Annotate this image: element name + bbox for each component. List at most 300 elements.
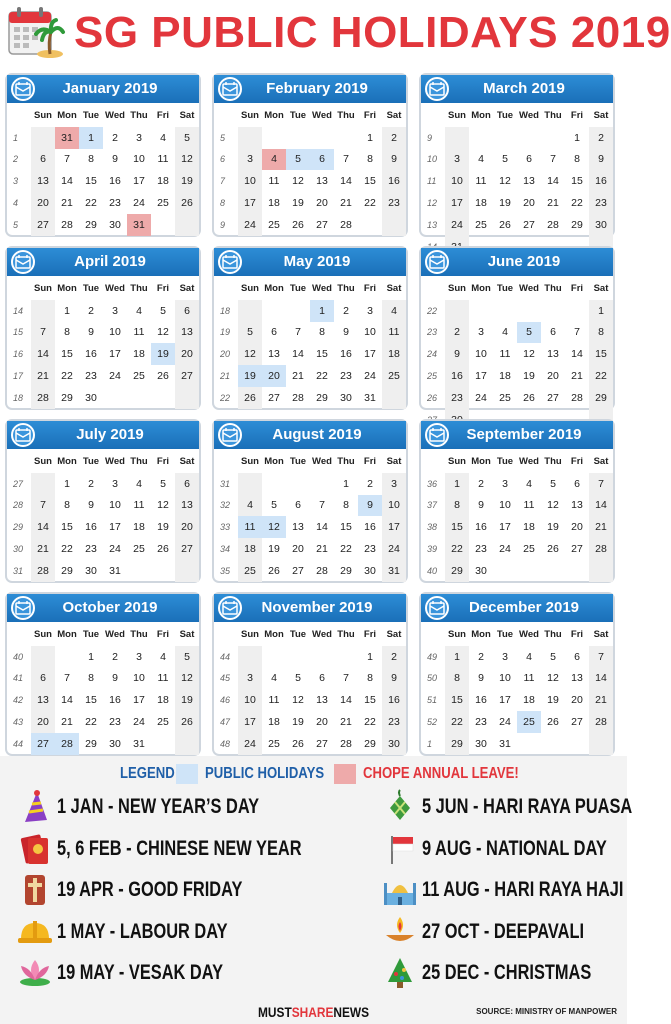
day-cell: 25	[268, 737, 280, 750]
day-cell: 29	[340, 564, 352, 577]
day-cell: 13	[571, 672, 583, 685]
day-cell: 6	[31, 149, 55, 171]
day-cell: 5	[502, 153, 508, 166]
day-name: Mon	[57, 456, 77, 468]
day-name: Thu	[544, 283, 562, 295]
day-cell: 4	[238, 495, 262, 517]
day-cell	[565, 560, 589, 582]
day-cell: 8	[445, 668, 469, 690]
day-cell: 31	[364, 391, 376, 404]
day-cell: 13	[175, 495, 199, 517]
day-cell	[334, 646, 358, 668]
day-name: Thu	[337, 456, 355, 468]
day-name: Sun	[241, 110, 259, 122]
day-cell: 14	[547, 175, 559, 188]
week-number: 51	[427, 695, 438, 706]
week-number: 1	[13, 132, 19, 143]
day-cell: 5	[550, 650, 556, 663]
day-name: Tue	[289, 456, 307, 468]
day-cell: 7	[64, 153, 70, 166]
day-cell: 22	[571, 197, 583, 210]
day-cell: 1	[367, 650, 373, 663]
day-cell: 26	[523, 391, 535, 404]
day-name: Wed	[312, 283, 332, 295]
day-cell: 16	[364, 521, 376, 534]
day-cell	[262, 646, 286, 668]
day-cell	[589, 560, 613, 582]
day-cell	[238, 646, 262, 668]
day-name: Mon	[57, 629, 77, 641]
day-cell: 28	[589, 711, 613, 733]
day-cell: 26	[238, 387, 262, 409]
day-cell	[493, 127, 517, 149]
day-cell: 10	[364, 326, 376, 339]
day-cell: 25	[382, 365, 406, 387]
day-name: Wed	[105, 456, 125, 468]
day-name: Tue	[82, 283, 100, 295]
day-cell	[31, 300, 55, 322]
public-holiday-cell: 5	[517, 322, 541, 344]
day-cell: 18	[523, 521, 535, 534]
week-header	[216, 451, 238, 473]
day-cell: 4	[502, 326, 508, 339]
day-cell: 17	[364, 348, 376, 361]
day-cell: 29	[364, 737, 376, 750]
week-number: 7	[220, 176, 226, 187]
day-cell: 4	[136, 477, 142, 490]
day-cell	[286, 127, 310, 149]
day-cell: 1	[589, 300, 613, 322]
month-card	[212, 592, 408, 756]
day-cell: 19	[175, 689, 199, 711]
week-number: 26	[427, 392, 438, 403]
day-cell: 28	[61, 218, 73, 231]
day-name: Sat	[179, 110, 195, 122]
day-cell: 29	[445, 733, 469, 755]
day-name: Wed	[519, 456, 539, 468]
day-name: Tue	[289, 629, 307, 641]
holiday-text: 11 AUG - HARI RAYA HAJI	[422, 878, 624, 902]
public-holiday-cell: 6	[310, 149, 334, 171]
day-cell: 15	[364, 175, 376, 188]
day-cell: 3	[502, 477, 508, 490]
day-cell: 18	[382, 343, 406, 365]
day-cell: 22	[445, 538, 469, 560]
day-cell: 14	[589, 495, 613, 517]
day-cell	[493, 300, 517, 322]
day-cell: 20	[571, 521, 583, 534]
day-cell: 21	[340, 716, 352, 729]
day-name: Sat	[386, 629, 402, 641]
day-cell: 24	[499, 543, 511, 556]
public-holiday-cell: 19	[238, 365, 262, 387]
day-name: Thu	[337, 110, 355, 122]
day-cell: 13	[547, 348, 559, 361]
day-name: Sat	[593, 629, 609, 641]
day-name: Sat	[179, 283, 195, 295]
day-cell: 10	[109, 499, 121, 512]
day-cell: 31	[382, 560, 406, 582]
day-cell: 24	[238, 733, 262, 755]
day-name: Sun	[34, 629, 52, 641]
day-cell: 11	[523, 672, 535, 685]
brand-part: SHARE	[291, 1004, 334, 1020]
week-number: 28	[13, 500, 24, 511]
week-number: 50	[427, 673, 438, 684]
day-cell: 24	[499, 716, 511, 729]
day-cell: 2	[478, 650, 484, 663]
week-header	[423, 278, 445, 300]
day-cell: 2	[367, 477, 373, 490]
day-cell: 27	[571, 716, 583, 729]
day-cell	[55, 646, 79, 668]
day-cell: 7	[64, 672, 70, 685]
week-number: 5	[13, 219, 19, 230]
day-cell: 13	[292, 521, 304, 534]
day-cell: 19	[547, 694, 559, 707]
day-cell: 28	[589, 538, 613, 560]
day-cell: 20	[175, 516, 199, 538]
day-cell: 13	[571, 499, 583, 512]
day-cell: 10	[133, 672, 145, 685]
month-header	[214, 594, 406, 622]
day-cell: 9	[88, 326, 94, 339]
day-cell: 4	[160, 131, 166, 144]
day-cell: 10	[133, 153, 145, 166]
day-cell: 9	[88, 499, 94, 512]
day-cell: 23	[109, 716, 121, 729]
day-cell	[541, 560, 565, 582]
calendar-palm-icon	[6, 4, 64, 60]
day-cell: 11	[133, 499, 145, 512]
day-cell: 3	[445, 149, 469, 171]
day-cell: 30	[589, 214, 613, 236]
day-name: Wed	[312, 110, 332, 122]
day-cell	[31, 473, 55, 495]
day-cell: 13	[316, 694, 328, 707]
day-name: Mon	[264, 283, 284, 295]
day-cell: 11	[523, 499, 535, 512]
day-cell	[286, 473, 310, 495]
day-cell: 12	[547, 672, 559, 685]
day-cell	[262, 300, 286, 322]
month-card	[419, 419, 615, 583]
day-cell: 31	[499, 737, 511, 750]
day-cell: 14	[292, 348, 304, 361]
day-name: Fri	[570, 456, 584, 468]
day-cell: 8	[574, 153, 580, 166]
week-number: 48	[220, 738, 231, 749]
holiday-text: 5, 6 FEB - CHINESE NEW YEAR	[57, 836, 302, 860]
day-cell: 21	[340, 197, 352, 210]
day-cell: 26	[175, 711, 199, 733]
month-header	[421, 75, 613, 103]
week-number: 15	[13, 327, 24, 338]
day-cell: 15	[61, 521, 73, 534]
month-card	[5, 246, 201, 410]
day-cell: 6	[271, 326, 277, 339]
public-holiday-cell: 25	[517, 711, 541, 733]
month-card	[212, 246, 408, 410]
week-number: 42	[13, 695, 24, 706]
month-header	[7, 594, 199, 622]
day-cell: 13	[31, 689, 55, 711]
day-cell: 19	[292, 197, 304, 210]
day-cell: 12	[292, 694, 304, 707]
day-cell	[517, 127, 541, 149]
day-cell: 2	[343, 304, 349, 317]
month-header	[421, 594, 613, 622]
day-cell: 21	[292, 370, 304, 383]
day-cell: 26	[292, 218, 304, 231]
day-cell: 13	[175, 322, 199, 344]
day-cell: 8	[64, 499, 70, 512]
day-cell	[541, 300, 565, 322]
day-cell: 17	[109, 521, 121, 534]
crucifix-icon	[17, 873, 53, 907]
week-header	[9, 278, 31, 300]
day-cell: 3	[112, 304, 118, 317]
day-cell: 19	[175, 170, 199, 192]
day-cell: 11	[157, 672, 169, 685]
day-name: Sun	[241, 629, 259, 641]
day-cell: 27	[292, 564, 304, 577]
day-cell: 19	[523, 370, 535, 383]
day-cell: 25	[268, 218, 280, 231]
day-cell: 29	[85, 737, 97, 750]
day-cell	[469, 127, 493, 149]
day-name: Sat	[386, 283, 402, 295]
month-card	[419, 73, 615, 237]
day-cell: 7	[550, 153, 556, 166]
week-number: 1	[427, 738, 433, 749]
day-cell: 18	[133, 348, 145, 361]
day-cell	[310, 127, 334, 149]
day-name: Fri	[156, 456, 170, 468]
week-number: 44	[13, 738, 24, 749]
day-cell: 16	[109, 694, 121, 707]
day-cell	[31, 646, 55, 668]
day-cell: 23	[85, 370, 97, 383]
day-cell: 6	[175, 300, 199, 322]
source-note: SOURCE: MINISTRY OF MANPOWER	[476, 1007, 617, 1016]
day-cell: 19	[547, 521, 559, 534]
day-cell	[517, 300, 541, 322]
day-cell: 24	[133, 197, 145, 210]
month-header	[421, 248, 613, 276]
week-number: 24	[427, 349, 438, 360]
day-cell	[262, 127, 286, 149]
day-name: Mon	[471, 110, 491, 122]
day-cell	[382, 214, 406, 236]
day-cell: 22	[61, 370, 73, 383]
week-header	[423, 105, 445, 127]
day-cell: 9	[343, 326, 349, 339]
holiday-text: 9 AUG - NATIONAL DAY	[422, 836, 607, 860]
day-cell: 7	[343, 153, 349, 166]
month-title: October 2019	[62, 599, 158, 616]
week-header	[423, 451, 445, 473]
day-cell: 2	[88, 304, 94, 317]
day-cell: 17	[475, 370, 487, 383]
day-cell: 1	[343, 477, 349, 490]
week-number: 31	[220, 478, 231, 489]
day-cell: 15	[445, 689, 469, 711]
day-cell: 27	[175, 365, 199, 387]
day-cell: 21	[589, 689, 613, 711]
day-name: Wed	[105, 283, 125, 295]
ketupat-icon	[382, 790, 418, 824]
day-cell	[310, 473, 334, 495]
month-header	[214, 75, 406, 103]
day-cell: 1	[88, 650, 94, 663]
day-cell: 16	[475, 521, 487, 534]
month-title: February 2019	[266, 80, 368, 97]
month-card	[5, 73, 201, 237]
day-cell: 30	[382, 733, 406, 755]
day-cell: 23	[589, 192, 613, 214]
month-title: January 2019	[62, 80, 158, 97]
day-cell: 25	[499, 391, 511, 404]
month-card	[419, 592, 615, 756]
public-holiday-cell: 20	[262, 365, 286, 387]
day-cell	[493, 560, 517, 582]
day-cell: 6	[319, 672, 325, 685]
day-cell: 25	[133, 543, 145, 556]
mosque-icon	[382, 873, 418, 907]
day-cell: 4	[478, 153, 484, 166]
day-cell: 28	[340, 218, 352, 231]
day-cell: 5	[271, 499, 277, 512]
day-cell: 13	[316, 175, 328, 188]
day-cell: 20	[523, 197, 535, 210]
day-cell	[175, 733, 199, 755]
day-cell: 22	[364, 197, 376, 210]
day-cell: 6	[31, 668, 55, 690]
day-cell: 27	[571, 543, 583, 556]
day-cell: 29	[61, 391, 73, 404]
day-cell: 8	[367, 153, 373, 166]
week-number: 21	[220, 371, 231, 382]
day-cell: 24	[109, 370, 121, 383]
day-cell: 10	[238, 689, 262, 711]
week-number: 9	[427, 132, 433, 143]
week-header	[9, 624, 31, 646]
day-cell: 3	[382, 473, 406, 495]
day-cell: 20	[175, 343, 199, 365]
day-name: Thu	[130, 456, 148, 468]
day-cell: 6	[574, 477, 580, 490]
week-number: 34	[220, 544, 231, 555]
day-cell: 21	[571, 370, 583, 383]
day-cell: 13	[268, 348, 280, 361]
day-cell: 27	[523, 218, 535, 231]
month-header	[421, 421, 613, 449]
day-cell: 7	[343, 672, 349, 685]
day-name: Fri	[363, 629, 377, 641]
day-cell: 14	[589, 668, 613, 690]
day-name: Tue	[496, 110, 514, 122]
legend-annual-leave: CHOPE ANNUAL LEAVE!	[363, 765, 519, 782]
day-cell	[175, 387, 199, 409]
day-name: Thu	[130, 629, 148, 641]
day-cell	[517, 560, 541, 582]
week-number: 41	[13, 673, 24, 684]
day-name: Sat	[179, 629, 195, 641]
day-name: Tue	[496, 629, 514, 641]
legend-public-holidays: PUBLIC HOLIDAYS	[205, 765, 325, 782]
week-number: 9	[220, 219, 226, 230]
day-name: Sat	[179, 456, 195, 468]
day-name: Mon	[471, 629, 491, 641]
day-cell	[31, 127, 55, 149]
day-cell: 3	[367, 304, 373, 317]
day-cell: 27	[316, 737, 328, 750]
week-number: 33	[220, 522, 231, 533]
day-cell: 7	[31, 495, 55, 517]
day-cell: 9	[382, 668, 406, 690]
day-cell: 1	[367, 131, 373, 144]
day-cell: 17	[133, 175, 145, 188]
day-cell: 4	[160, 650, 166, 663]
week-number: 22	[220, 392, 231, 403]
legend-panel	[0, 756, 633, 1024]
public-holiday-cell: 28	[55, 733, 79, 755]
day-cell: 16	[340, 348, 352, 361]
day-cell: 11	[268, 694, 280, 707]
holiday-text: 1 MAY - LABOUR DAY	[57, 919, 228, 943]
month-card	[419, 246, 615, 410]
public-holiday-cell: 5	[286, 149, 310, 171]
week-header	[216, 624, 238, 646]
day-cell: 28	[31, 560, 55, 582]
day-cell	[565, 733, 589, 755]
day-cell: 27	[316, 218, 328, 231]
week-number: 39	[427, 544, 438, 555]
day-cell: 22	[85, 197, 97, 210]
week-number: 29	[13, 522, 24, 533]
week-number: 22	[427, 305, 438, 316]
day-cell: 28	[340, 737, 352, 750]
day-cell: 3	[238, 149, 262, 171]
day-cell	[310, 646, 334, 668]
day-name: Wed	[105, 629, 125, 641]
day-cell: 21	[61, 197, 73, 210]
day-cell: 24	[364, 370, 376, 383]
day-cell: 25	[157, 197, 169, 210]
week-number: 38	[427, 522, 438, 533]
day-cell: 22	[61, 543, 73, 556]
day-name: Mon	[471, 456, 491, 468]
day-cell: 30	[364, 564, 376, 577]
day-cell: 12	[547, 499, 559, 512]
day-cell: 15	[316, 348, 328, 361]
day-cell: 7	[319, 499, 325, 512]
public-holiday-cell: 1	[310, 300, 334, 322]
day-cell: 23	[475, 543, 487, 556]
brand-part: MUST	[258, 1004, 292, 1020]
day-cell: 7	[589, 473, 613, 495]
day-cell: 25	[157, 716, 169, 729]
day-cell: 10	[475, 348, 487, 361]
day-cell: 6	[295, 499, 301, 512]
day-cell: 16	[445, 365, 469, 387]
week-number: 14	[13, 305, 24, 316]
week-number: 43	[13, 717, 24, 728]
day-cell: 14	[340, 694, 352, 707]
day-name: Thu	[337, 629, 355, 641]
public-holiday-cell: 12	[262, 516, 286, 538]
